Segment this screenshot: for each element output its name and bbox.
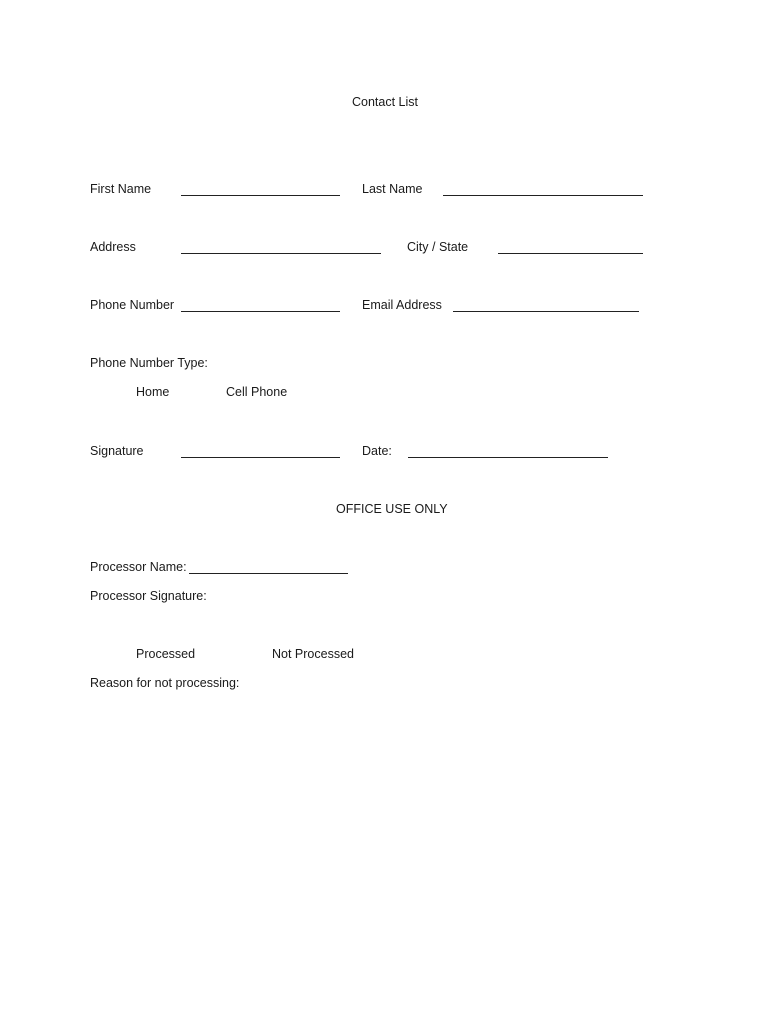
office-use-heading: OFFICE USE ONLY — [336, 502, 448, 516]
date-label: Date: — [362, 444, 392, 458]
last-name-field[interactable] — [443, 195, 643, 196]
signature-field[interactable] — [181, 457, 340, 458]
city-state-label: City / State — [407, 240, 469, 254]
address-field[interactable] — [181, 253, 381, 254]
last-name-label: Last Name — [362, 182, 423, 196]
phone-type-label: Phone Number Type: — [90, 356, 208, 370]
status-option-processed[interactable]: Processed — [136, 647, 196, 661]
page-title: Contact List — [352, 95, 419, 109]
date-field[interactable] — [408, 457, 608, 458]
email-address-label: Email Address — [362, 298, 442, 312]
processor-name-label: Processor Name: — [90, 560, 187, 574]
processor-signature-label: Processor Signature: — [90, 589, 207, 603]
status-option-not-processed[interactable]: Not Processed — [272, 647, 354, 661]
signature-label: Signature — [90, 444, 144, 458]
first-name-field[interactable] — [181, 195, 340, 196]
address-label: Address — [90, 240, 136, 254]
reason-label: Reason for not processing: — [90, 676, 240, 690]
phone-number-field[interactable] — [181, 311, 340, 312]
processor-name-field[interactable] — [189, 573, 348, 574]
city-state-field[interactable] — [498, 253, 643, 254]
phone-type-option-cell[interactable]: Cell Phone — [226, 385, 288, 399]
phone-type-option-home[interactable]: Home — [136, 385, 170, 399]
phone-number-label: Phone Number — [90, 298, 175, 312]
first-name-label: First Name — [90, 182, 152, 196]
email-address-field[interactable] — [453, 311, 639, 312]
